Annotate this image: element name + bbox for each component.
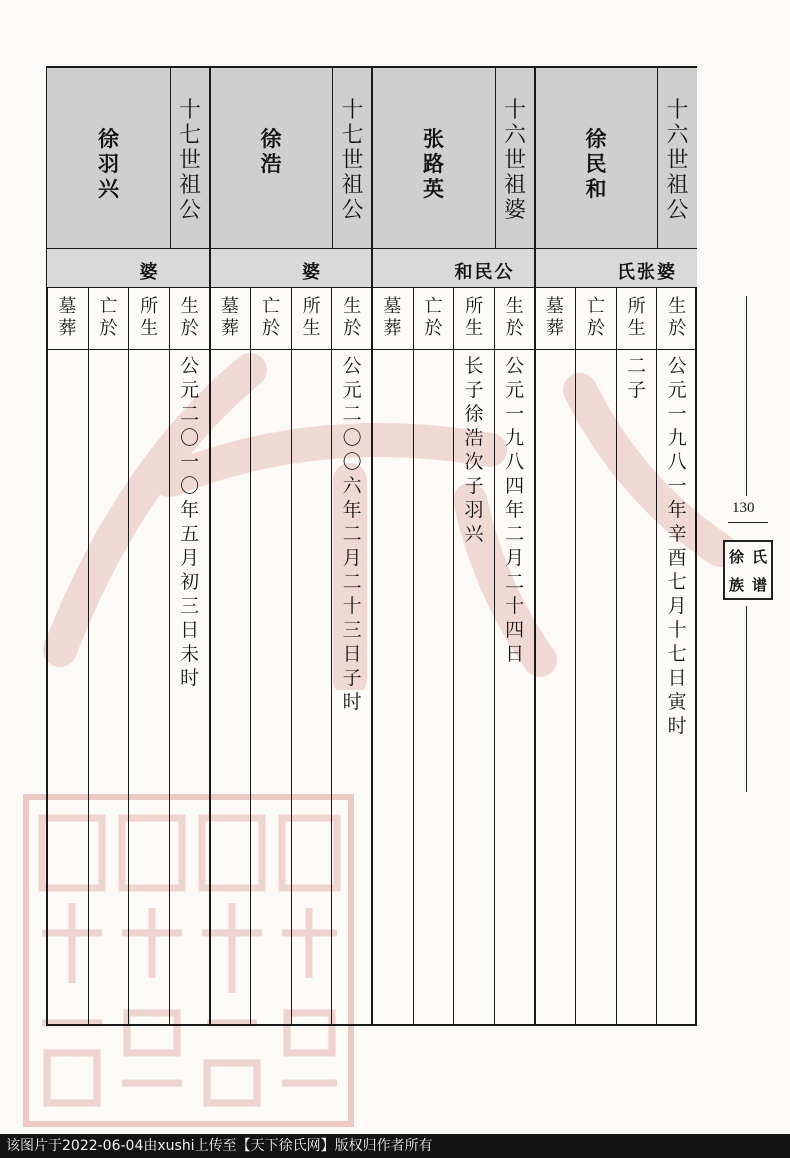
title-char: 公: [341, 198, 364, 223]
generation-record: [372, 68, 535, 1024]
field-label-char: 於: [180, 318, 199, 339]
field-value-char: 三: [180, 595, 200, 617]
field-label-char: 於: [586, 318, 605, 339]
field-value-char: 日: [505, 643, 525, 665]
field-value-char: 〇: [180, 427, 200, 449]
book-mark-char: 徐: [728, 547, 744, 566]
field-value-char: 徐: [464, 403, 484, 425]
title-char: 祖: [666, 173, 689, 198]
field-value-char: 十: [505, 595, 525, 617]
field-label: [454, 288, 494, 350]
person-name: [47, 68, 170, 248]
field-label-char: 所: [465, 296, 484, 317]
field-value-char: 公: [505, 355, 525, 377]
title-char: 世: [178, 148, 201, 173]
field-label: [414, 288, 454, 350]
person-name: [535, 68, 658, 248]
spouse-label: 氏张婆: [617, 262, 677, 283]
generation-title: [170, 68, 210, 248]
genealogy-table: [46, 66, 697, 1026]
field-value-char: 二: [342, 571, 362, 593]
field-value: [170, 354, 210, 690]
field-label-char: 墓: [58, 296, 77, 317]
record-field-column: [210, 288, 251, 1026]
field-value-char: 七: [667, 571, 687, 593]
field-value-char: 四: [505, 475, 525, 497]
spouse-label: 婆: [139, 262, 160, 283]
spouse-label: 和民公: [454, 262, 515, 283]
field-value-char: 初: [180, 571, 200, 593]
field-value-char: 月: [667, 595, 687, 617]
name-char: 徐: [585, 126, 607, 151]
field-label-char: 生: [465, 318, 484, 339]
field-label: [210, 288, 251, 350]
field-label-char: 於: [343, 318, 362, 339]
field-value-char: 〇: [342, 451, 362, 473]
field-value-char: 二: [627, 355, 647, 377]
field-label-char: 葬: [220, 318, 239, 339]
generation-record: [210, 68, 373, 1024]
field-label: [170, 288, 210, 350]
field-label-char: 葬: [545, 318, 564, 339]
field-label-char: 葬: [58, 318, 77, 339]
field-label-char: 所: [627, 296, 646, 317]
spouse-band: [535, 248, 698, 288]
field-label: [47, 288, 88, 350]
field-value-char: 四: [505, 619, 525, 641]
generation-title: [495, 68, 535, 248]
record-divider: [371, 68, 373, 1024]
record-field-column: [88, 288, 129, 1026]
title-char: 祖: [341, 173, 364, 198]
field-value-char: 子: [627, 379, 647, 401]
field-value: [617, 354, 657, 402]
field-value-char: 二: [505, 571, 525, 593]
field-label-char: 生: [505, 296, 524, 317]
spouse-label: 婆: [302, 262, 322, 283]
field-value-char: 五: [180, 523, 200, 545]
name-char: 路: [423, 151, 444, 176]
field-value-char: 年: [505, 499, 525, 521]
field-value-char: 元: [505, 379, 525, 401]
margin-rule-bottom: [746, 606, 747, 792]
field-label: [89, 288, 129, 350]
field-label: [251, 288, 291, 350]
field-value: [657, 354, 697, 738]
field-label-char: 於: [424, 318, 443, 339]
field-label: [372, 288, 413, 350]
field-value-char: 九: [505, 427, 525, 449]
title-char: 七: [178, 123, 201, 148]
field-value-char: 九: [667, 427, 687, 449]
record-field-column: [291, 288, 332, 1026]
field-value-char: 年: [667, 499, 687, 521]
record-field-column: [47, 288, 88, 1026]
page-number: 130: [732, 500, 755, 516]
name-char: 兴: [98, 176, 119, 201]
title-char: 婆: [503, 198, 526, 223]
name-char: 羽: [98, 151, 119, 176]
generation-title: [332, 68, 372, 248]
field-value-char: 未: [180, 643, 200, 665]
field-label-char: 生: [140, 318, 159, 339]
title-char: 六: [666, 123, 689, 148]
title-char: 十: [503, 98, 526, 123]
field-label-char: 生: [668, 296, 687, 317]
field-label: [292, 288, 332, 350]
generation-record: [47, 68, 210, 1024]
title-char: 公: [666, 198, 689, 223]
field-label-char: 亡: [261, 296, 280, 317]
field-value-char: 月: [180, 547, 200, 569]
spouse-band: [372, 248, 535, 288]
person-name: [372, 68, 495, 248]
field-label-char: 於: [668, 318, 687, 339]
record-divider: [209, 68, 211, 1024]
book-mark-char: 氏: [751, 547, 767, 566]
field-value-char: 月: [505, 547, 525, 569]
record-field-column: [575, 288, 616, 1026]
field-value-char: 二: [342, 403, 362, 425]
field-value-char: 十: [342, 595, 362, 617]
field-value-char: 〇: [342, 427, 362, 449]
name-char: 英: [423, 176, 444, 201]
title-char: 祖: [178, 173, 201, 198]
field-value-char: 二: [505, 523, 525, 545]
upload-notice: 该图片于2022-06-04由xushi上传至【天下徐氏网】版权归作者所有: [0, 1134, 790, 1158]
record-field-column: [372, 288, 413, 1026]
field-value-char: 日: [667, 667, 687, 689]
field-label-char: 於: [261, 318, 280, 339]
field-value-char: 浩: [464, 427, 484, 449]
field-value-char: 元: [342, 379, 362, 401]
field-value-char: 十: [667, 619, 687, 641]
field-label-char: 生: [180, 296, 199, 317]
record-field-column: [331, 288, 372, 1026]
field-value-char: 公: [180, 355, 200, 377]
name-char: 徐: [260, 126, 282, 151]
generation-title: [657, 68, 697, 248]
title-char: 六: [503, 123, 526, 148]
field-label-char: 生: [302, 318, 321, 339]
field-value-char: 次: [464, 451, 484, 473]
field-label-char: 生: [343, 296, 362, 317]
field-value-char: 八: [667, 451, 687, 473]
name-char: 张: [423, 126, 444, 151]
field-value-char: 月: [342, 547, 362, 569]
field-value-char: 一: [667, 475, 687, 497]
field-value-char: 兴: [464, 523, 484, 545]
field-value: [332, 354, 372, 714]
field-value-char: 年: [180, 499, 200, 521]
page-number-rule: [728, 522, 768, 523]
record-field-column: [616, 288, 657, 1026]
field-label: [495, 288, 535, 350]
field-value-char: 时: [180, 667, 200, 689]
field-label: [129, 288, 169, 350]
field-value-char: 八: [505, 451, 525, 473]
name-char: 民: [585, 151, 607, 176]
field-value-char: 长: [464, 355, 484, 377]
field-value-char: 子: [464, 379, 484, 401]
name-char: 徐: [98, 126, 119, 151]
title-char: 十: [178, 98, 201, 123]
field-value-char: 一: [180, 451, 200, 473]
field-label-char: 亡: [424, 296, 443, 317]
title-char: 公: [178, 198, 201, 223]
field-value-char: 一: [505, 403, 525, 425]
field-value-char: 羽: [464, 499, 484, 521]
field-value-char: 年: [342, 499, 362, 521]
name-char: 浩: [260, 151, 282, 176]
record-field-column: [494, 288, 535, 1026]
record-field-column: [535, 288, 576, 1026]
field-value-char: 一: [667, 403, 687, 425]
field-label-char: 墓: [220, 296, 239, 317]
field-label: [576, 288, 616, 350]
record-divider: [534, 68, 536, 1024]
field-value-char: 三: [342, 619, 362, 641]
field-label-char: 於: [505, 318, 524, 339]
field-value-char: 元: [667, 379, 687, 401]
field-value-char: 二: [180, 403, 200, 425]
record-field-column: [413, 288, 454, 1026]
book-mark-char: 族: [728, 575, 744, 594]
field-value-char: 二: [342, 523, 362, 545]
record-field-column: [656, 288, 697, 1026]
field-value-char: 公: [667, 355, 687, 377]
generation-record: [535, 68, 698, 1024]
field-value-char: 〇: [180, 475, 200, 497]
title-char: 世: [503, 148, 526, 173]
field-label-char: 亡: [586, 296, 605, 317]
title-char: 十: [666, 98, 689, 123]
field-label: [617, 288, 657, 350]
field-label-char: 亡: [99, 296, 118, 317]
book-mark-char: 谱: [751, 575, 767, 594]
record-field-column: [453, 288, 494, 1026]
field-label-char: 所: [140, 296, 159, 317]
field-label-char: 葬: [383, 318, 402, 339]
title-char: 祖: [503, 173, 526, 198]
record-field-column: [128, 288, 169, 1026]
field-value-char: 时: [342, 691, 362, 713]
field-value-char: 七: [667, 643, 687, 665]
field-value: [454, 354, 494, 546]
field-value-char: 酉: [667, 547, 687, 569]
field-value-char: 时: [667, 715, 687, 737]
field-value: [495, 354, 535, 666]
field-value-char: 辛: [667, 523, 687, 545]
field-label-char: 生: [627, 318, 646, 339]
name-char: 和: [585, 176, 607, 201]
title-char: 七: [341, 123, 364, 148]
book-title-mark: [723, 540, 773, 600]
field-value-char: 子: [342, 667, 362, 689]
field-value-char: 日: [180, 619, 200, 641]
field-label-char: 墓: [383, 296, 402, 317]
title-char: 十: [341, 98, 364, 123]
field-label: [332, 288, 372, 350]
field-value-char: 子: [464, 475, 484, 497]
margin-rule-top: [746, 296, 747, 496]
title-char: 世: [666, 148, 689, 173]
field-value-char: 寅: [667, 691, 687, 713]
field-label-char: 墓: [545, 296, 564, 317]
record-field-column: [250, 288, 291, 1026]
field-label: [535, 288, 576, 350]
field-label: [657, 288, 697, 350]
field-value-char: 日: [342, 643, 362, 665]
field-value-char: 公: [342, 355, 362, 377]
title-char: 世: [341, 148, 364, 173]
spouse-band: [210, 248, 373, 288]
field-value-char: 六: [342, 475, 362, 497]
field-label-char: 所: [302, 296, 321, 317]
field-label-char: 於: [99, 318, 118, 339]
person-name: [210, 68, 333, 248]
record-field-column: [169, 288, 210, 1026]
spouse-band: [47, 248, 210, 288]
field-value-char: 元: [180, 379, 200, 401]
